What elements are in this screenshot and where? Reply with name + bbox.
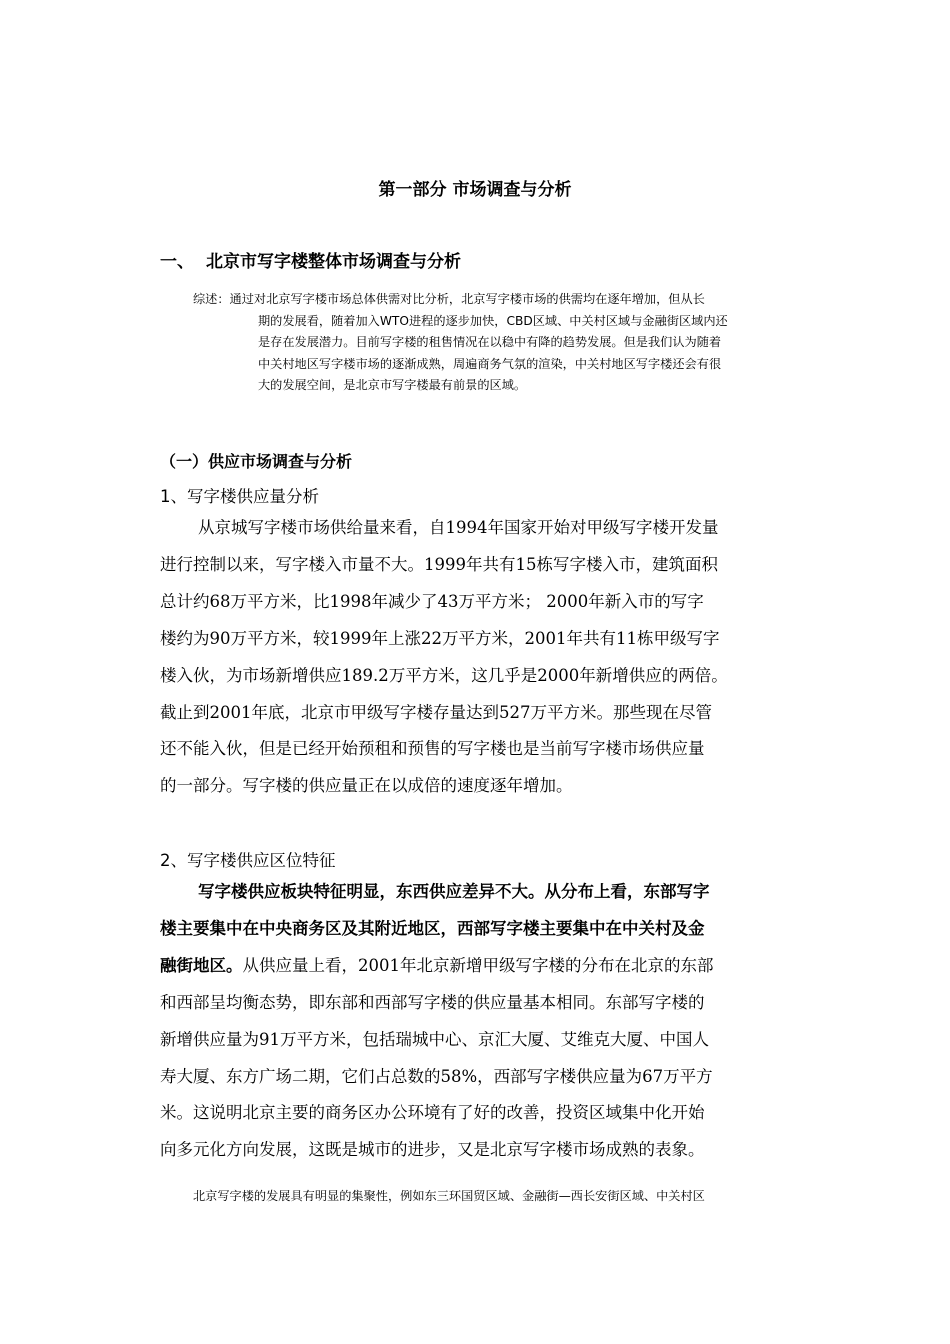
paragraph-line bbox=[160, 948, 810, 985]
summary-line: 期的发展看，随着加入WTO进程的逐步加快，CBD区域、中关村区域与金融街区域内还 bbox=[258, 313, 728, 328]
section-heading bbox=[160, 250, 461, 274]
paragraph-line-bold: 楼主要集中在中央商务区及其附近地区，西部写字楼主要集中在中关村及金 bbox=[160, 918, 705, 938]
paragraph-location bbox=[160, 874, 810, 1169]
section-number: 一、 bbox=[160, 252, 194, 272]
paragraph-line: 截止到2001年底，北京市甲级写字楼存量达到527万平方米。那些现在尽管 bbox=[160, 702, 712, 722]
paragraph-line: 和西部呈均衡态势，即东部和西部写字楼的供应量基本相同。东部写字楼的 bbox=[160, 992, 705, 1012]
paragraph-line: 米。这说明北京主要的商务区办公环境有了好的改善，投资区域集中化开始 bbox=[160, 1103, 705, 1123]
summary-line: 中关村地区写字楼市场的逐渐成熟，周遍商务气氛的渲染，中关村地区写字楼还会有很 bbox=[258, 356, 722, 371]
summary-line: 是存在发展潜力。目前写字楼的租售情况在以稳中有降的趋势发展。但是我们认为随着 bbox=[258, 335, 722, 349]
paragraph-fragment-bold: 融街地区。 bbox=[160, 955, 243, 975]
paragraph-line: 从京城写字楼市场供给量来看，自1994年国家开始对甲级写字楼开发量 bbox=[198, 518, 719, 537]
paragraph-line: 新增供应量为91万平方米，包括瑞城中心、京汇大厦、艾维克大厦、中国人 bbox=[160, 1029, 709, 1049]
section-title: 北京市写字楼整体市场调查与分析 bbox=[206, 252, 461, 272]
paragraph-line-bold: 写字楼供应板块特征明显，东西供应差异不大。从分布上看，东部写字 bbox=[198, 882, 710, 901]
part-title: 第一部分 市场调查与分析 bbox=[378, 180, 572, 200]
paragraph-fragment-emphasis: 写字楼的供应量正在以成倍的速度逐年增加。 bbox=[242, 776, 573, 796]
paragraph-fragment: 的一部分。 bbox=[160, 776, 243, 796]
paragraph-line: 总计约68万平方米，比1998年减少了43万平方米； 2000年新入市的写字 bbox=[160, 591, 704, 611]
item-title-location: 2、写字楼供应区位特征 bbox=[160, 851, 336, 870]
subsection-title: （一）供应市场调查与分析 bbox=[160, 452, 353, 471]
summary-block bbox=[193, 289, 813, 397]
paragraph-line: 楼约为90万平方米，较1999年上涨22万平方米，2001年共有11栋甲级写字 bbox=[160, 628, 720, 648]
paragraph-line: 寿大厦、东方广场二期，它们占总数的58%，西部写字楼供应量为67万平方 bbox=[160, 1066, 713, 1086]
summary-line: 综述：通过对北京写字楼市场总体供需对比分析，北京写字楼市场的供需均在逐年增加，但从长 bbox=[193, 292, 705, 306]
paragraph-supply-volume bbox=[160, 510, 810, 805]
paragraph-line: 进行控制以来，写字楼入市量不大。1999年共有15栋写字楼入市，建筑面积 bbox=[160, 554, 718, 574]
paragraph-line bbox=[160, 768, 810, 805]
summary-line: 大的发展空间，是北京市写字楼最有前景的区域。 bbox=[258, 378, 527, 392]
tail-text-line: 北京写字楼的发展具有明显的集聚性，例如东三环国贸区域、金融街—西长安街区域、中关村区 bbox=[193, 1189, 705, 1203]
item-title-supply-volume: 1、写字楼供应量分析 bbox=[160, 487, 319, 506]
paragraph-line: 还不能入伙，但是已经开始预租和预售的写字楼也是当前写字楼市场供应量 bbox=[160, 739, 705, 759]
paragraph-fragment: 从供应量上看，2001年北京新增甲级写字楼的分布在北京的东部 bbox=[242, 955, 714, 975]
paragraph-line: 向多元化方向发展，这既是城市的进步，又是北京写字楼市场成熟的表象。 bbox=[160, 1140, 705, 1160]
paragraph-line: 楼入伙，为市场新增供应189.2万平方米，这几乎是2000年新增供应的两倍。 bbox=[160, 665, 728, 685]
